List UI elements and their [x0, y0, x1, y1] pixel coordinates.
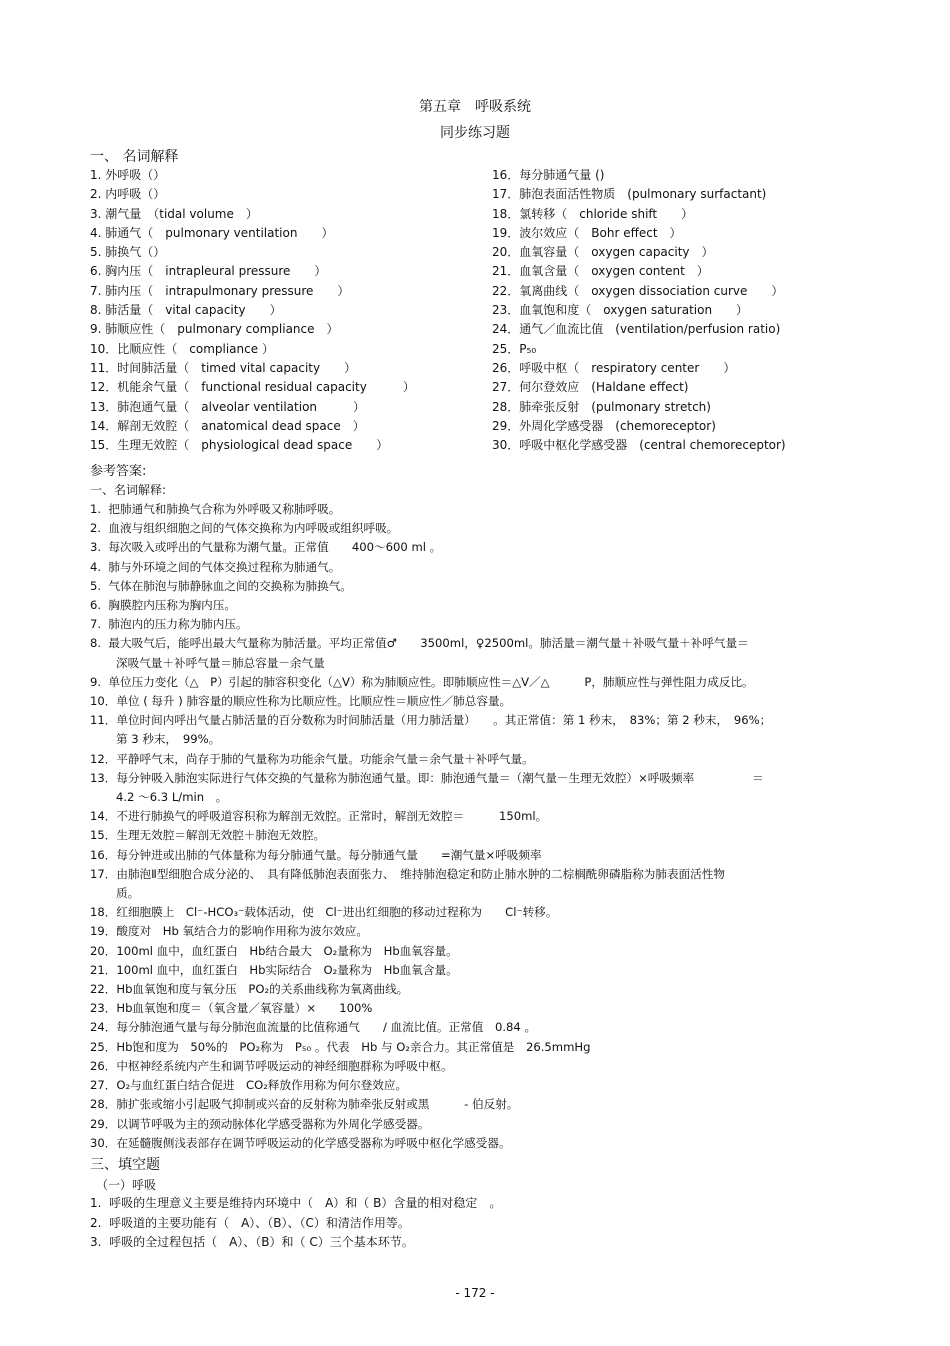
term-item: 21．血氧含量（ oxygen content ）	[492, 264, 709, 279]
answer-item: 28．肺扩张或缩小引起吸气抑制或兴奋的反射称为肺牵张反射或黑 - 伯反射。	[90, 1097, 519, 1112]
term-item: 25．P₅₀	[492, 341, 537, 356]
fill-heading: 三、填空题	[90, 1157, 160, 1173]
term-item: 14．解剖无效腔（ anatomical dead space ）	[90, 418, 365, 433]
term-item: 3. 潮气量 （tidal volume ）	[90, 206, 258, 221]
term-item: 29．外周化学感受器 (chemoreceptor)	[492, 418, 716, 433]
fill-subheading: （一）呼吸	[96, 1178, 157, 1192]
answer-item: 30．在延髓腹侧浅表部存在调节呼吸运动的化学感受器称为呼吸中枢化学感受器。	[90, 1135, 511, 1150]
term-item: 20．血氧容量（ oxygen capacity ）	[492, 245, 714, 260]
term-item: 5. 肺换气（）	[90, 245, 166, 260]
answer-item: 16．每分钟进或出肺的气体量称为每分肺通气量。每分肺通气量 =潮气量×呼吸频率	[90, 847, 542, 862]
term-item: 9. 肺顺应性（ pulmonary compliance ）	[90, 322, 339, 337]
term-item: 10．比顺应性（ compliance ）	[90, 341, 274, 356]
answer-item: 24．每分肺泡通气量与每分肺泡血流量的比值称通气 / 血流比值。正常值 0.84 。	[90, 1020, 537, 1035]
term-item: 7. 肺内压（ intrapulmonary pressure ）	[90, 283, 350, 298]
fill-item: 3. 呼吸的全过程包括（ A）、（B）和（ C）三个基本环节。	[90, 1235, 414, 1249]
term-item: 8. 肺活量（ vital capacity ）	[90, 303, 282, 318]
answers-heading: 参考答案:	[90, 464, 147, 479]
answer-item: 12．平静呼气末，尚存于肺的气量称为功能余气量。功能余气量＝余气量＋补呼气量。	[90, 751, 534, 766]
term-item: 19．波尔效应（ Bohr effect ）	[492, 225, 682, 240]
answer-item: 21．100ml 血中，血红蛋白 Hb实际结合 O₂量称为 Hb血氧含量。	[90, 962, 458, 977]
term-item: 13．肺泡通气量（ alveolar ventilation ）	[90, 399, 366, 414]
page-subtitle: 同步练习题	[440, 125, 510, 141]
fill-list	[90, 1194, 870, 1253]
term-item: 22．氧离曲线（ oxygen dissociation curve ）	[492, 283, 784, 298]
term-item: 11．时间肺活量（ timed vital capacity ）	[90, 360, 357, 375]
term-item: 2. 内呼吸（）	[90, 187, 166, 202]
answer-item: 25．Hb饱和度为 50%的 PO₂称为 P₅₀ 。代表 Hb 与 O₂亲合力。其正常值是 26.5mmHg	[90, 1039, 591, 1054]
terms-left-column	[90, 166, 415, 455]
term-item: 1. 外呼吸（）	[90, 168, 166, 182]
answer-item: 4. 肺与外环境之间的气体交换过程称为肺通气。	[90, 559, 341, 574]
fill-item: 2. 呼吸道的主要功能有（ A）、（B）、（C）和清洁作用等。	[90, 1215, 410, 1230]
answer-item: 18．红细胞膜上 Cl⁻-HCO₃⁻载体活动，使 Cl⁻进出红细胞的移动过程称为 Cl⁻转移。	[90, 905, 558, 920]
answer-item: 8. 最大吸气后，能呼出最大气量称为肺活量。平均正常值♂ 3500ml，♀2500ml。肺活量＝潮气量＋补吸气量＋补呼气量＝	[90, 636, 749, 651]
term-item: 4. 肺通气（ pulmonary ventilation ）	[90, 225, 334, 240]
answer-item: 23．Hb血氧饱和度＝（氧含量／氧容量）× 100%	[90, 1001, 373, 1016]
answer-item: 26．中枢神经系统内产生和调节呼吸运动的神经细胞群称为呼吸中枢。	[90, 1058, 453, 1073]
answer-item: 27．O₂与血红蛋白结合促进 CO₂释放作用称为何尔登效应。	[90, 1078, 408, 1093]
term-item: 16．每分肺通气量 ()	[492, 168, 605, 182]
term-item: 30．呼吸中枢化学感受器 (central chemoreceptor)	[492, 438, 786, 453]
answer-item: 11．单位时间内呼出气量占肺活量的百分数称为时间肺活量（用力肺活量） 。其正常值：第 1 秒末， 83%；第 2 秒末， 96%；	[90, 713, 772, 728]
answer-item: 22．Hb血氧饱和度与氧分压 PO₂的关系曲线称为氧离曲线。	[90, 982, 409, 997]
answer-item: 29．以调节呼吸为主的颈动脉体化学感受器称为外周化学感受器。	[90, 1116, 430, 1131]
answer-item: 1. 把肺通气和肺换气合称为外呼吸又称肺呼吸。	[90, 502, 341, 516]
answer-item: 19．酸度对 Hb 氧结合力的影响作用称为波尔效应。	[90, 924, 368, 939]
answers-list	[90, 500, 870, 1153]
answer-item: 第 3 秒末， 99%。	[116, 732, 221, 747]
term-item: 18．氯转移（ chloride shift ）	[492, 206, 694, 221]
answer-item: 17．由肺泡Ⅱ型细胞合成分泌的、 具有降低肺泡表面张力、 维持肺泡稳定和防止肺水肿的二棕榈酰卵磷脂称为肺表面活性物	[90, 866, 725, 881]
answer-item: 20．100ml 血中，血红蛋白 Hb结合最大 O₂量称为 Hb血氧容量。	[90, 943, 458, 958]
term-item: 26．呼吸中枢（ respiratory center ）	[492, 360, 736, 375]
terms-heading: 一、 名词解释	[90, 149, 179, 165]
answers-subheading: 一、名词解释:	[90, 483, 167, 497]
answer-item: 9. 单位压力变化（△ P）引起的肺容积变化（△V）称为肺顺应性。即肺顺应性＝△V／△ P，肺顺应性与弹性阻力成反比。	[90, 674, 754, 689]
answer-item: 2. 血液与组织细胞之间的气体交换称为内呼吸或组织呼吸。	[90, 521, 399, 536]
answer-item: 质。	[116, 886, 140, 901]
answer-item: 10．单位 ( 每升 ) 肺容量的顺应性称为比顺应性。比顺应性＝顺应性／肺总容量。	[90, 694, 512, 709]
term-item: 28．肺牵张反射 (pulmonary stretch)	[492, 399, 711, 414]
answer-item: 7. 肺泡内的压力称为肺内压。	[90, 617, 248, 632]
term-item: 27．何尔登效应 (Haldane effect)	[492, 380, 689, 395]
answer-item: 6. 胸膜腔内压称为胸内压。	[90, 598, 236, 613]
term-item: 24．通气／血流比值 (ventilation/perfusion ratio)	[492, 322, 781, 337]
term-item: 15．生理无效腔（ physiological dead space ）	[90, 438, 389, 453]
term-item: 17．肺泡表面活性物质 (pulmonary surfactant)	[492, 187, 767, 202]
page-number: - 172 -	[455, 1286, 495, 1300]
terms-right-column	[492, 166, 786, 455]
answer-item: 14．不进行肺换气的呼吸道容积称为解剖无效腔。正常时，解剖无效腔＝ 150ml。	[90, 809, 548, 824]
term-item: 6. 胸内压（ intrapleural pressure ）	[90, 264, 327, 279]
answer-item: 15．生理无效腔＝解剖无效腔＋肺泡无效腔。	[90, 828, 326, 843]
fill-item: 1. 呼吸的生理意义主要是维持内环境中（ A）和（ B）含量的相对稳定 。	[90, 1196, 502, 1210]
answer-item: 4.2 ～6.3 L/min 。	[116, 790, 228, 805]
chapter-title: 第五章 呼吸系统	[419, 99, 531, 115]
answer-item: 深吸气量＋补呼气量＝肺总容量－余气量	[116, 655, 325, 670]
answer-item: 13．每分钟吸入肺泡实际进行气体交换的气量称为肺泡通气量。即：肺泡通气量＝（潮气量－生理无效腔）×呼吸频率 ＝	[90, 770, 764, 785]
term-item: 23．血氧饱和度（ oxygen saturation ）	[492, 303, 749, 318]
answer-item: 3. 每次吸入或呼出的气量称为潮气量。正常值 400～600 ml 。	[90, 540, 442, 555]
term-item: 12．机能余气量（ functional residual capacity ）	[90, 380, 415, 395]
answer-item: 5. 气体在肺泡与肺静脉血之间的交换称为肺换气。	[90, 578, 352, 593]
